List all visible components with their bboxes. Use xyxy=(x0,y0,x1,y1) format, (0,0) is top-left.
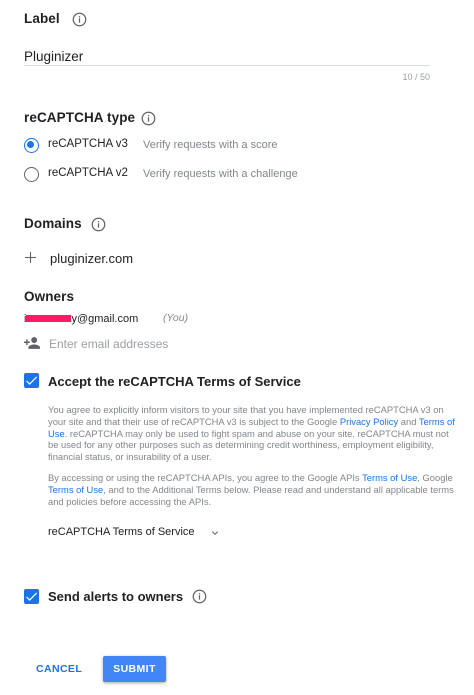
terms-of-use-link[interactable]: Terms of Use xyxy=(48,415,455,439)
terms-text: , Google xyxy=(417,472,453,483)
terms-paragraph-1 xyxy=(48,404,460,463)
domain-item: pluginizer.com xyxy=(50,251,134,266)
terms-dropdown-label[interactable]: reCAPTCHA Terms of Service xyxy=(48,526,195,538)
redaction-mark xyxy=(26,315,71,322)
send-alerts-checkbox[interactable] xyxy=(24,589,39,604)
label-section-title: Label xyxy=(24,11,60,26)
accept-terms-label[interactable]: Accept the reCAPTCHA Terms of Service xyxy=(48,374,301,389)
radio-description-v2: Verify requests with a challenge xyxy=(143,168,298,180)
owner-email xyxy=(24,312,138,325)
check-icon xyxy=(24,373,39,388)
terms-text: You agree to explicitly inform visitors to your site that you have implemented reCAPTCHA v3 on your site and that their use of reCAPTCHA v3 is subject to the Google xyxy=(48,404,444,427)
terms-text: By accessing or using the reCAPTCHA APIs, you agree to the Google APIs xyxy=(48,472,363,483)
google-terms-of-use-link[interactable]: Terms of Use xyxy=(48,483,104,495)
add-owner-input[interactable]: Enter email addresses xyxy=(49,337,169,351)
check-icon xyxy=(24,589,39,604)
person-add-icon xyxy=(23,335,41,351)
domains-title: Domains xyxy=(24,216,82,231)
info-icon[interactable] xyxy=(192,589,207,604)
terms-paragraph-2 xyxy=(48,472,460,507)
terms-text: and xyxy=(398,415,419,427)
label-input[interactable]: Pluginizer xyxy=(24,49,84,64)
radio-label-v3[interactable]: reCAPTCHA v3 xyxy=(48,138,128,150)
owner-email-prefix: i xyxy=(24,312,27,325)
send-alerts-label[interactable]: Send alerts to owners xyxy=(48,589,184,604)
apis-terms-of-use-link[interactable]: Terms of Use xyxy=(362,472,418,483)
info-icon[interactable] xyxy=(141,111,156,126)
recaptcha-type-title: reCAPTCHA type xyxy=(24,110,136,125)
info-icon[interactable] xyxy=(72,12,87,27)
cancel-button[interactable]: CANCEL xyxy=(36,663,83,675)
label-input-underline xyxy=(24,65,430,66)
terms-text: . reCAPTCHA may only be used to fight spam and abuse on your site. reCAPTCHA must not be used for any other purposes such as determining credit worthiness, employment eligibility, financial status, or insurability of a user. xyxy=(48,427,449,463)
info-icon[interactable] xyxy=(91,217,106,232)
radio-recaptcha-v3[interactable] xyxy=(24,138,39,153)
character-counter: 10 / 50 xyxy=(402,72,430,82)
radio-label-v2[interactable]: reCAPTCHA v2 xyxy=(48,167,128,179)
owner-you-tag: (You) xyxy=(163,312,189,324)
radio-description-v3: Verify requests with a score xyxy=(143,139,278,151)
terms-text: , and to the Additional Terms below. Please read and understand all applicable terms and policies before accessing the APIs. xyxy=(48,483,454,507)
privacy-policy-link[interactable]: Privacy Policy xyxy=(339,415,399,427)
owners-title: Owners xyxy=(24,289,75,304)
chevron-down-icon[interactable] xyxy=(209,526,221,538)
submit-button[interactable]: SUBMIT xyxy=(103,656,166,682)
terms-dropdown[interactable] xyxy=(48,526,221,538)
accept-terms-checkbox[interactable] xyxy=(24,373,39,388)
plus-icon[interactable] xyxy=(24,251,37,264)
radio-recaptcha-v2[interactable] xyxy=(24,167,39,182)
owner-email-suffix: y@gmail.com xyxy=(71,312,139,325)
